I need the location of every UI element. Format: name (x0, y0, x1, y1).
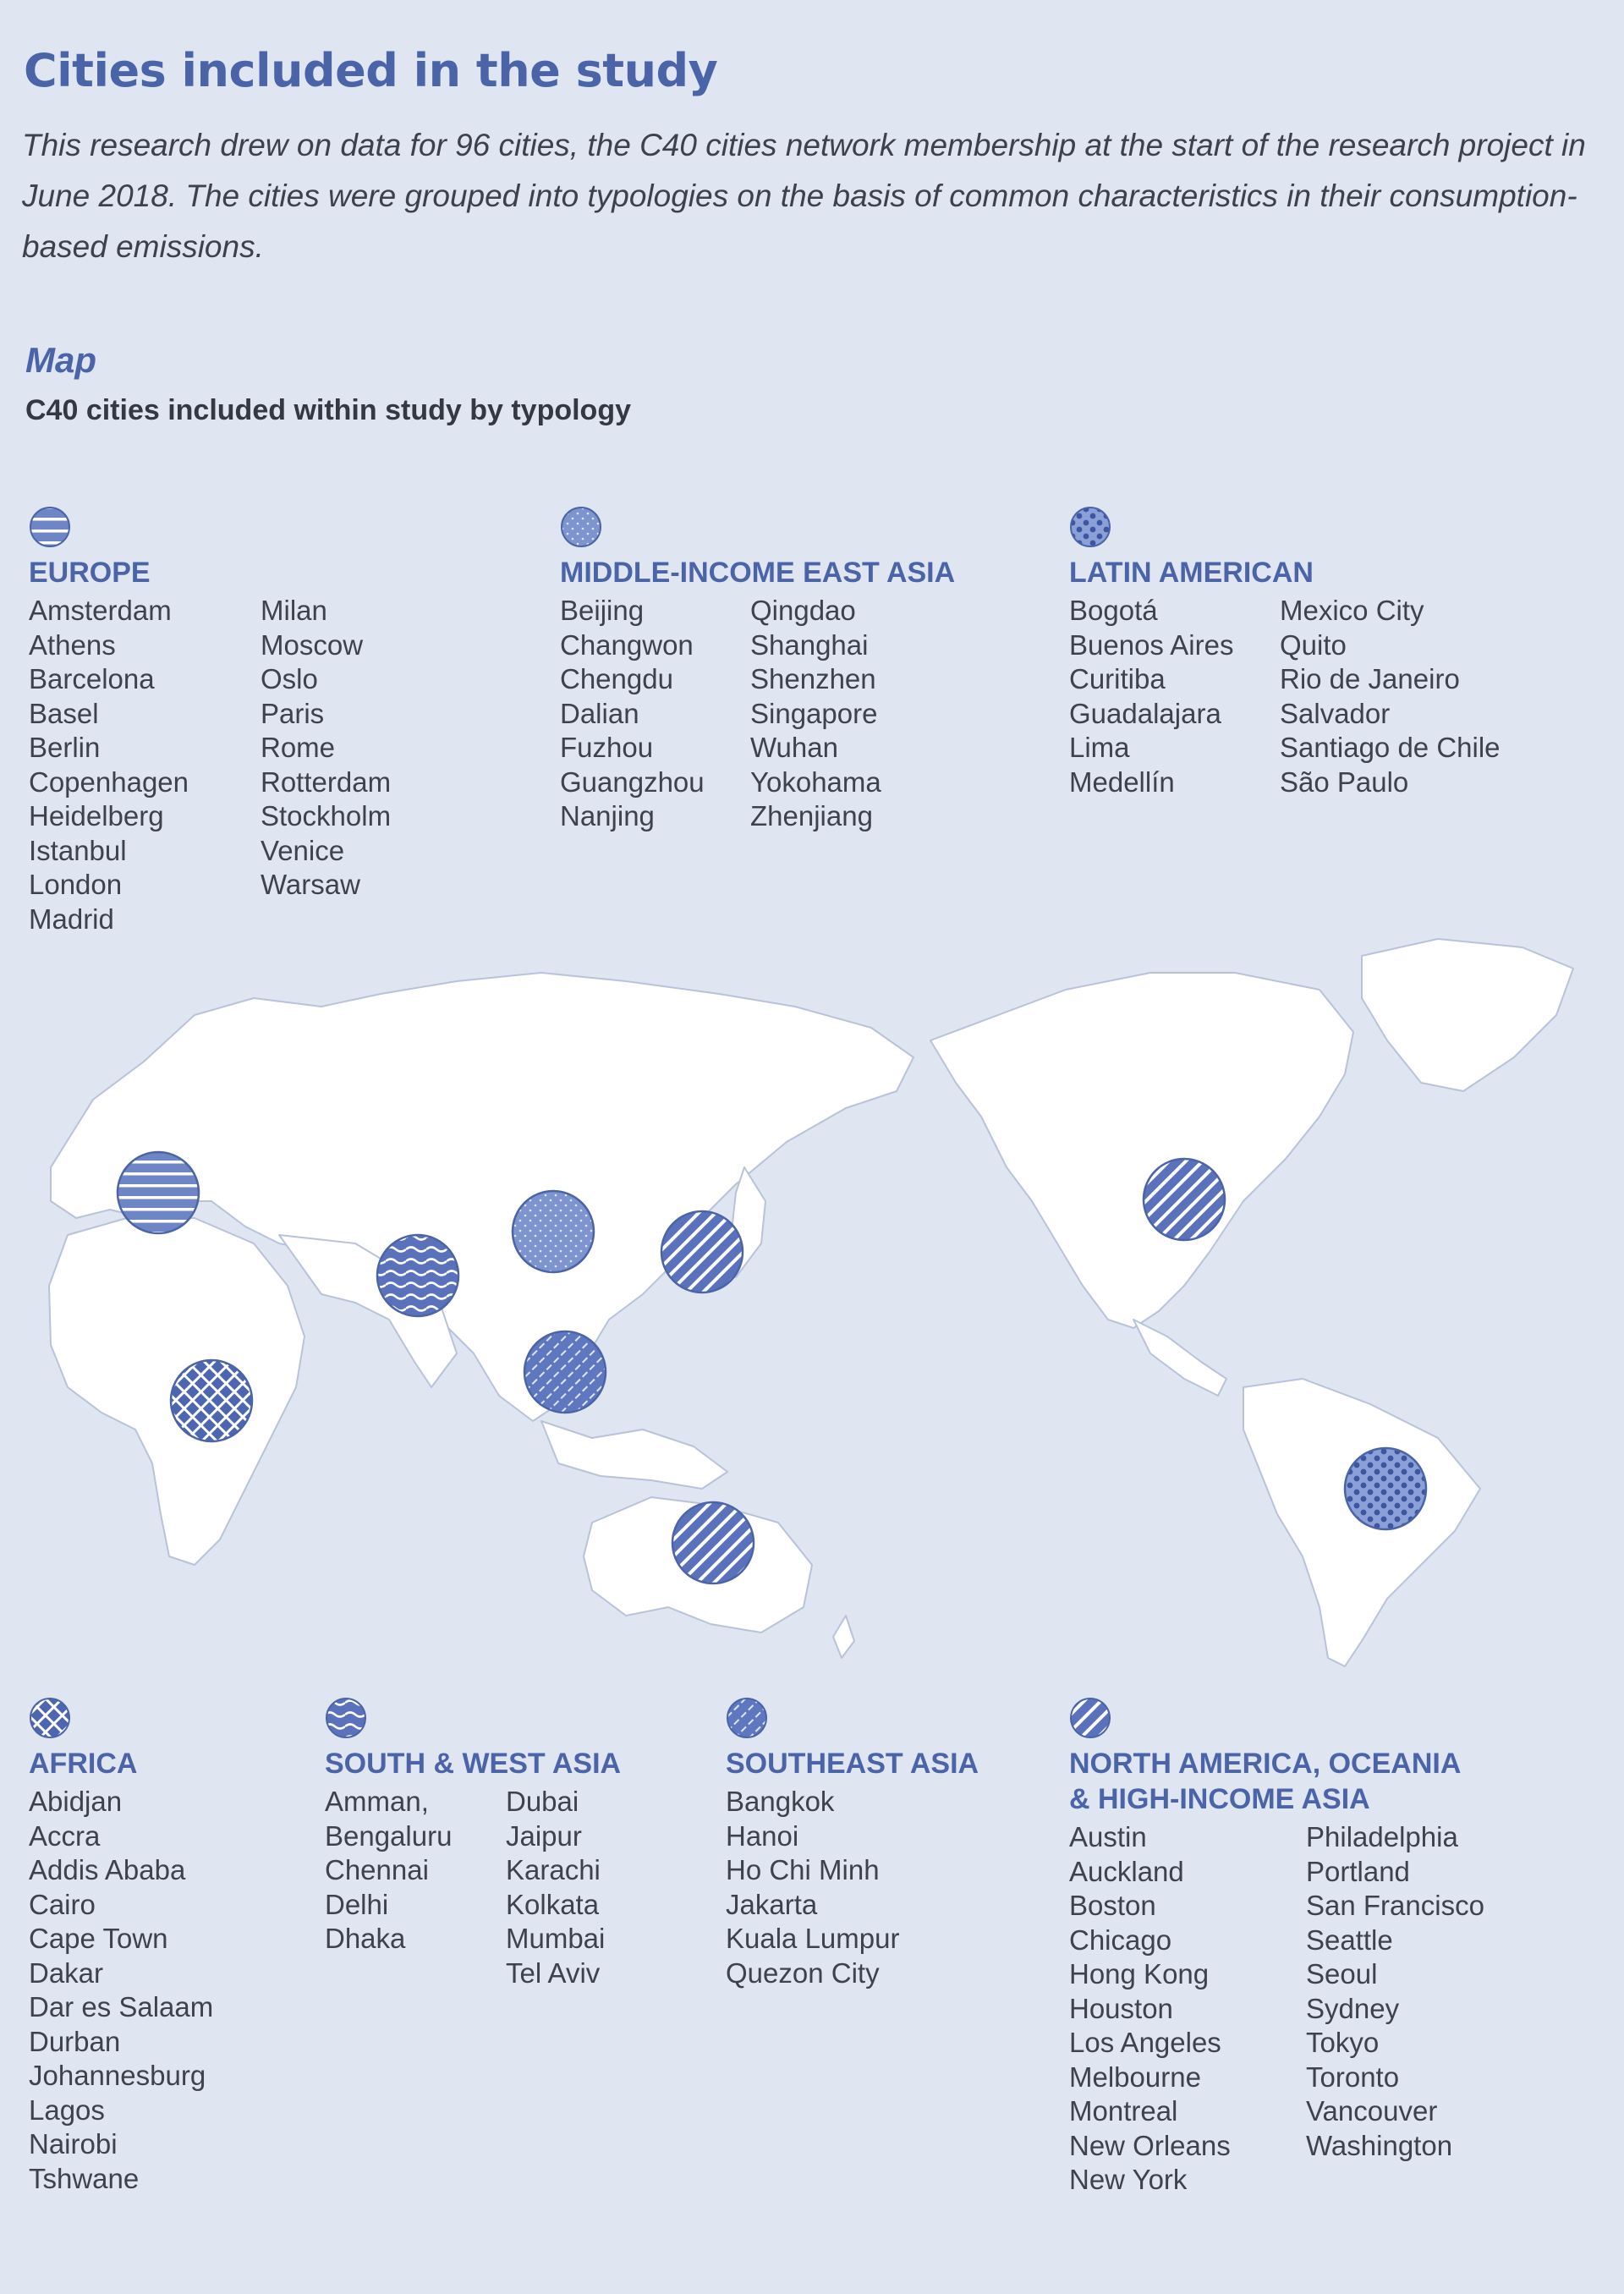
city-name: Washington (1306, 2129, 1453, 2161)
city-name: Tel Aviv (506, 1956, 601, 1989)
group-name-southeast-asia: SOUTHEAST ASIA (726, 1748, 979, 1780)
city-name: Jaipur (506, 1819, 582, 1852)
marker-africa (171, 1360, 252, 1441)
city-name: São Paulo (1280, 766, 1409, 798)
marker-latin-american (1345, 1448, 1426, 1529)
city-name: Cairo (29, 1888, 96, 1920)
group-name-europe: EUROPE (29, 557, 151, 589)
city-name: Bogotá (1069, 595, 1158, 626)
city-name: Paris (261, 697, 325, 729)
large-dots-pattern-icon (1069, 506, 1111, 548)
intro-paragraph: This research drew on data for 96 cities, the C40 cities network membership at the start of the research project in June 2018. The cities were grouped into typologies on the basis of common characteristics in their consumption-based emissions. (22, 128, 1586, 264)
city-name: Nairobi (29, 2128, 118, 2160)
city-name: Tokyo (1306, 2027, 1380, 2058)
city-name: Montreal (1069, 2095, 1178, 2127)
city-name: Moscow (261, 628, 364, 661)
marker-southeast-asia (524, 1331, 606, 1413)
city-name: Fuzhou (560, 732, 654, 763)
city-name: Changwon (560, 628, 694, 661)
horizontal-stripes-pattern-icon (29, 506, 71, 548)
city-name: Milan (261, 595, 327, 626)
city-name: Quezon City (726, 1956, 880, 1989)
marker-japan-korea (661, 1211, 743, 1292)
map-label: Map (25, 340, 96, 380)
city-name: Dubai (506, 1786, 579, 1817)
city-name: Seoul (1306, 1958, 1378, 1989)
city-name: Sydney (1306, 1992, 1400, 2024)
group-name-middle-income-east-asia: MIDDLE-INCOME EAST ASIA (560, 557, 956, 589)
marker-north-america (1144, 1159, 1225, 1240)
group-middle-income-east-asia (560, 506, 955, 834)
city-name: Heidelberg (29, 800, 164, 831)
city-name: Toronto (1306, 2061, 1400, 2093)
city-name: Philadelphia (1306, 1821, 1458, 1852)
city-name: Athens (29, 628, 116, 661)
city-name: Barcelona (29, 663, 155, 694)
city-name: Addis Ababa (29, 1854, 186, 1885)
group-europe (29, 506, 391, 936)
city-list-south-west-asia (325, 1785, 621, 1990)
city-name: Dalian (560, 697, 639, 729)
city-name: Abidjan (29, 1786, 123, 1817)
city-name: Durban (29, 2025, 121, 2057)
dashed-diagonal-pattern-icon (726, 1697, 768, 1739)
city-name: Zhenjiang (750, 800, 873, 831)
page-title: Cities included in the study (24, 44, 718, 97)
city-name: Singapore (750, 697, 878, 729)
group-name-north-america-oceania: NORTH AMERICA, OCEANIA & HIGH-INCOME ASIA (1069, 1748, 1462, 1815)
city-name: Amman, (325, 1786, 429, 1817)
city-list-middle-income-east-asia (560, 594, 955, 834)
city-name: Mumbai (506, 1923, 606, 1954)
group-name-south-west-asia: SOUTH & WEST ASIA (325, 1748, 622, 1780)
city-name: Curitiba (1069, 663, 1166, 694)
city-name: Melbourne (1069, 2061, 1201, 2093)
greenland-landmass (1362, 939, 1573, 1091)
city-name: New Orleans (1069, 2129, 1231, 2161)
fine-dots-pattern-icon (560, 506, 602, 548)
city-name: Dhaka (325, 1923, 406, 1954)
city-name: Johannesburg (29, 2060, 206, 2091)
group-africa (29, 1697, 213, 2196)
city-name: Basel (29, 697, 99, 729)
city-name: Delhi (325, 1888, 389, 1920)
city-name: Oslo (261, 663, 318, 694)
group-north-america-oceania (1069, 1697, 1484, 2198)
city-name: Venice (261, 834, 345, 866)
city-list-southeast-asia (726, 1785, 979, 1990)
city-list-africa (29, 1785, 213, 2196)
city-name: Medellín (1069, 766, 1175, 798)
marker-australia (672, 1502, 754, 1583)
city-name: Beijing (560, 595, 645, 626)
city-name: Los Angeles (1069, 2027, 1221, 2058)
city-name: Stockholm (261, 800, 392, 831)
group-name-latin-american: LATIN AMERICAN (1069, 557, 1314, 589)
marker-europe (118, 1152, 199, 1233)
city-name: Kolkata (506, 1888, 600, 1920)
city-name: Jakarta (726, 1888, 818, 1920)
city-name: Lagos (29, 2094, 105, 2126)
city-name: Shenzhen (750, 663, 876, 694)
city-name: Hong Kong (1069, 1958, 1210, 1989)
city-name: Hanoi (726, 1819, 799, 1852)
crosshatch-pattern-icon (29, 1697, 71, 1739)
city-name: Chengdu (560, 663, 673, 694)
city-name: Wuhan (750, 732, 838, 763)
city-name: Tshwane (29, 2162, 140, 2194)
city-list-latin-american (1069, 594, 1501, 799)
city-name: Accra (29, 1819, 101, 1852)
city-name: Guangzhou (560, 766, 705, 798)
group-name-africa: AFRICA (29, 1748, 138, 1780)
group-latin-american (1069, 506, 1501, 799)
city-name: Buenos Aires (1069, 628, 1234, 661)
city-name: Amsterdam (29, 595, 172, 626)
city-name: Shanghai (750, 628, 869, 661)
city-name: Chennai (325, 1854, 429, 1885)
city-name: Bengaluru (325, 1819, 453, 1852)
city-name: Portland (1306, 1855, 1410, 1887)
city-name: Rio de Janeiro (1280, 663, 1460, 694)
city-name: San Francisco (1306, 1890, 1484, 1921)
new-zealand-landmass (833, 1616, 854, 1658)
city-name: Boston (1069, 1890, 1156, 1921)
group-south-west-asia (325, 1697, 621, 1990)
city-name: Istanbul (29, 834, 127, 866)
city-name: London (29, 869, 123, 900)
city-name: Santiago de Chile (1280, 732, 1501, 763)
city-name: Salvador (1280, 697, 1391, 729)
city-name: Kuala Lumpur (726, 1923, 900, 1954)
city-name: Rotterdam (261, 766, 392, 798)
city-name: New York (1069, 2164, 1188, 2195)
waves-pattern-icon (325, 1697, 367, 1739)
city-name: Quito (1280, 628, 1347, 661)
city-name: Warsaw (261, 869, 360, 900)
city-name: Bangkok (726, 1786, 835, 1817)
diagonal-stripes-pattern-icon (1069, 1697, 1111, 1739)
city-name: Chicago (1069, 1924, 1172, 1956)
city-name: Austin (1069, 1821, 1147, 1852)
city-list-north-america-oceania (1069, 1820, 1484, 2198)
city-name: Berlin (29, 732, 101, 763)
city-name: Vancouver (1306, 2095, 1438, 2127)
city-name: Nanjing (560, 800, 655, 831)
city-name: Qingdao (750, 595, 856, 626)
marker-middle-income-east-asia (513, 1191, 594, 1272)
city-name: Mexico City (1280, 595, 1424, 626)
city-list-europe (29, 594, 391, 936)
city-name: Rome (261, 732, 336, 763)
central-america-landmass (1133, 1320, 1226, 1396)
city-name: Cape Town (29, 1923, 168, 1954)
city-name: Dakar (29, 1956, 104, 1989)
city-name: Seattle (1306, 1924, 1393, 1956)
city-name: Dar es Salaam (29, 1991, 214, 2022)
city-name: Houston (1069, 1992, 1173, 2024)
city-name: Yokohama (750, 766, 881, 798)
north-america-landmass (930, 973, 1353, 1328)
map-subtitle: C40 cities included within study by typology (25, 394, 631, 426)
group-southeast-asia (726, 1697, 979, 1990)
city-name: Lima (1069, 732, 1130, 763)
city-name: Karachi (506, 1854, 601, 1885)
city-name: Auckland (1069, 1855, 1184, 1887)
world-map (0, 930, 1624, 1675)
city-name: Copenhagen (29, 766, 189, 798)
city-name: Guadalajara (1069, 697, 1221, 729)
city-name: Ho Chi Minh (726, 1854, 880, 1885)
marker-south-west-asia (377, 1235, 458, 1316)
southeast-asia-islands (541, 1421, 727, 1489)
city-name: Madrid (29, 903, 114, 935)
